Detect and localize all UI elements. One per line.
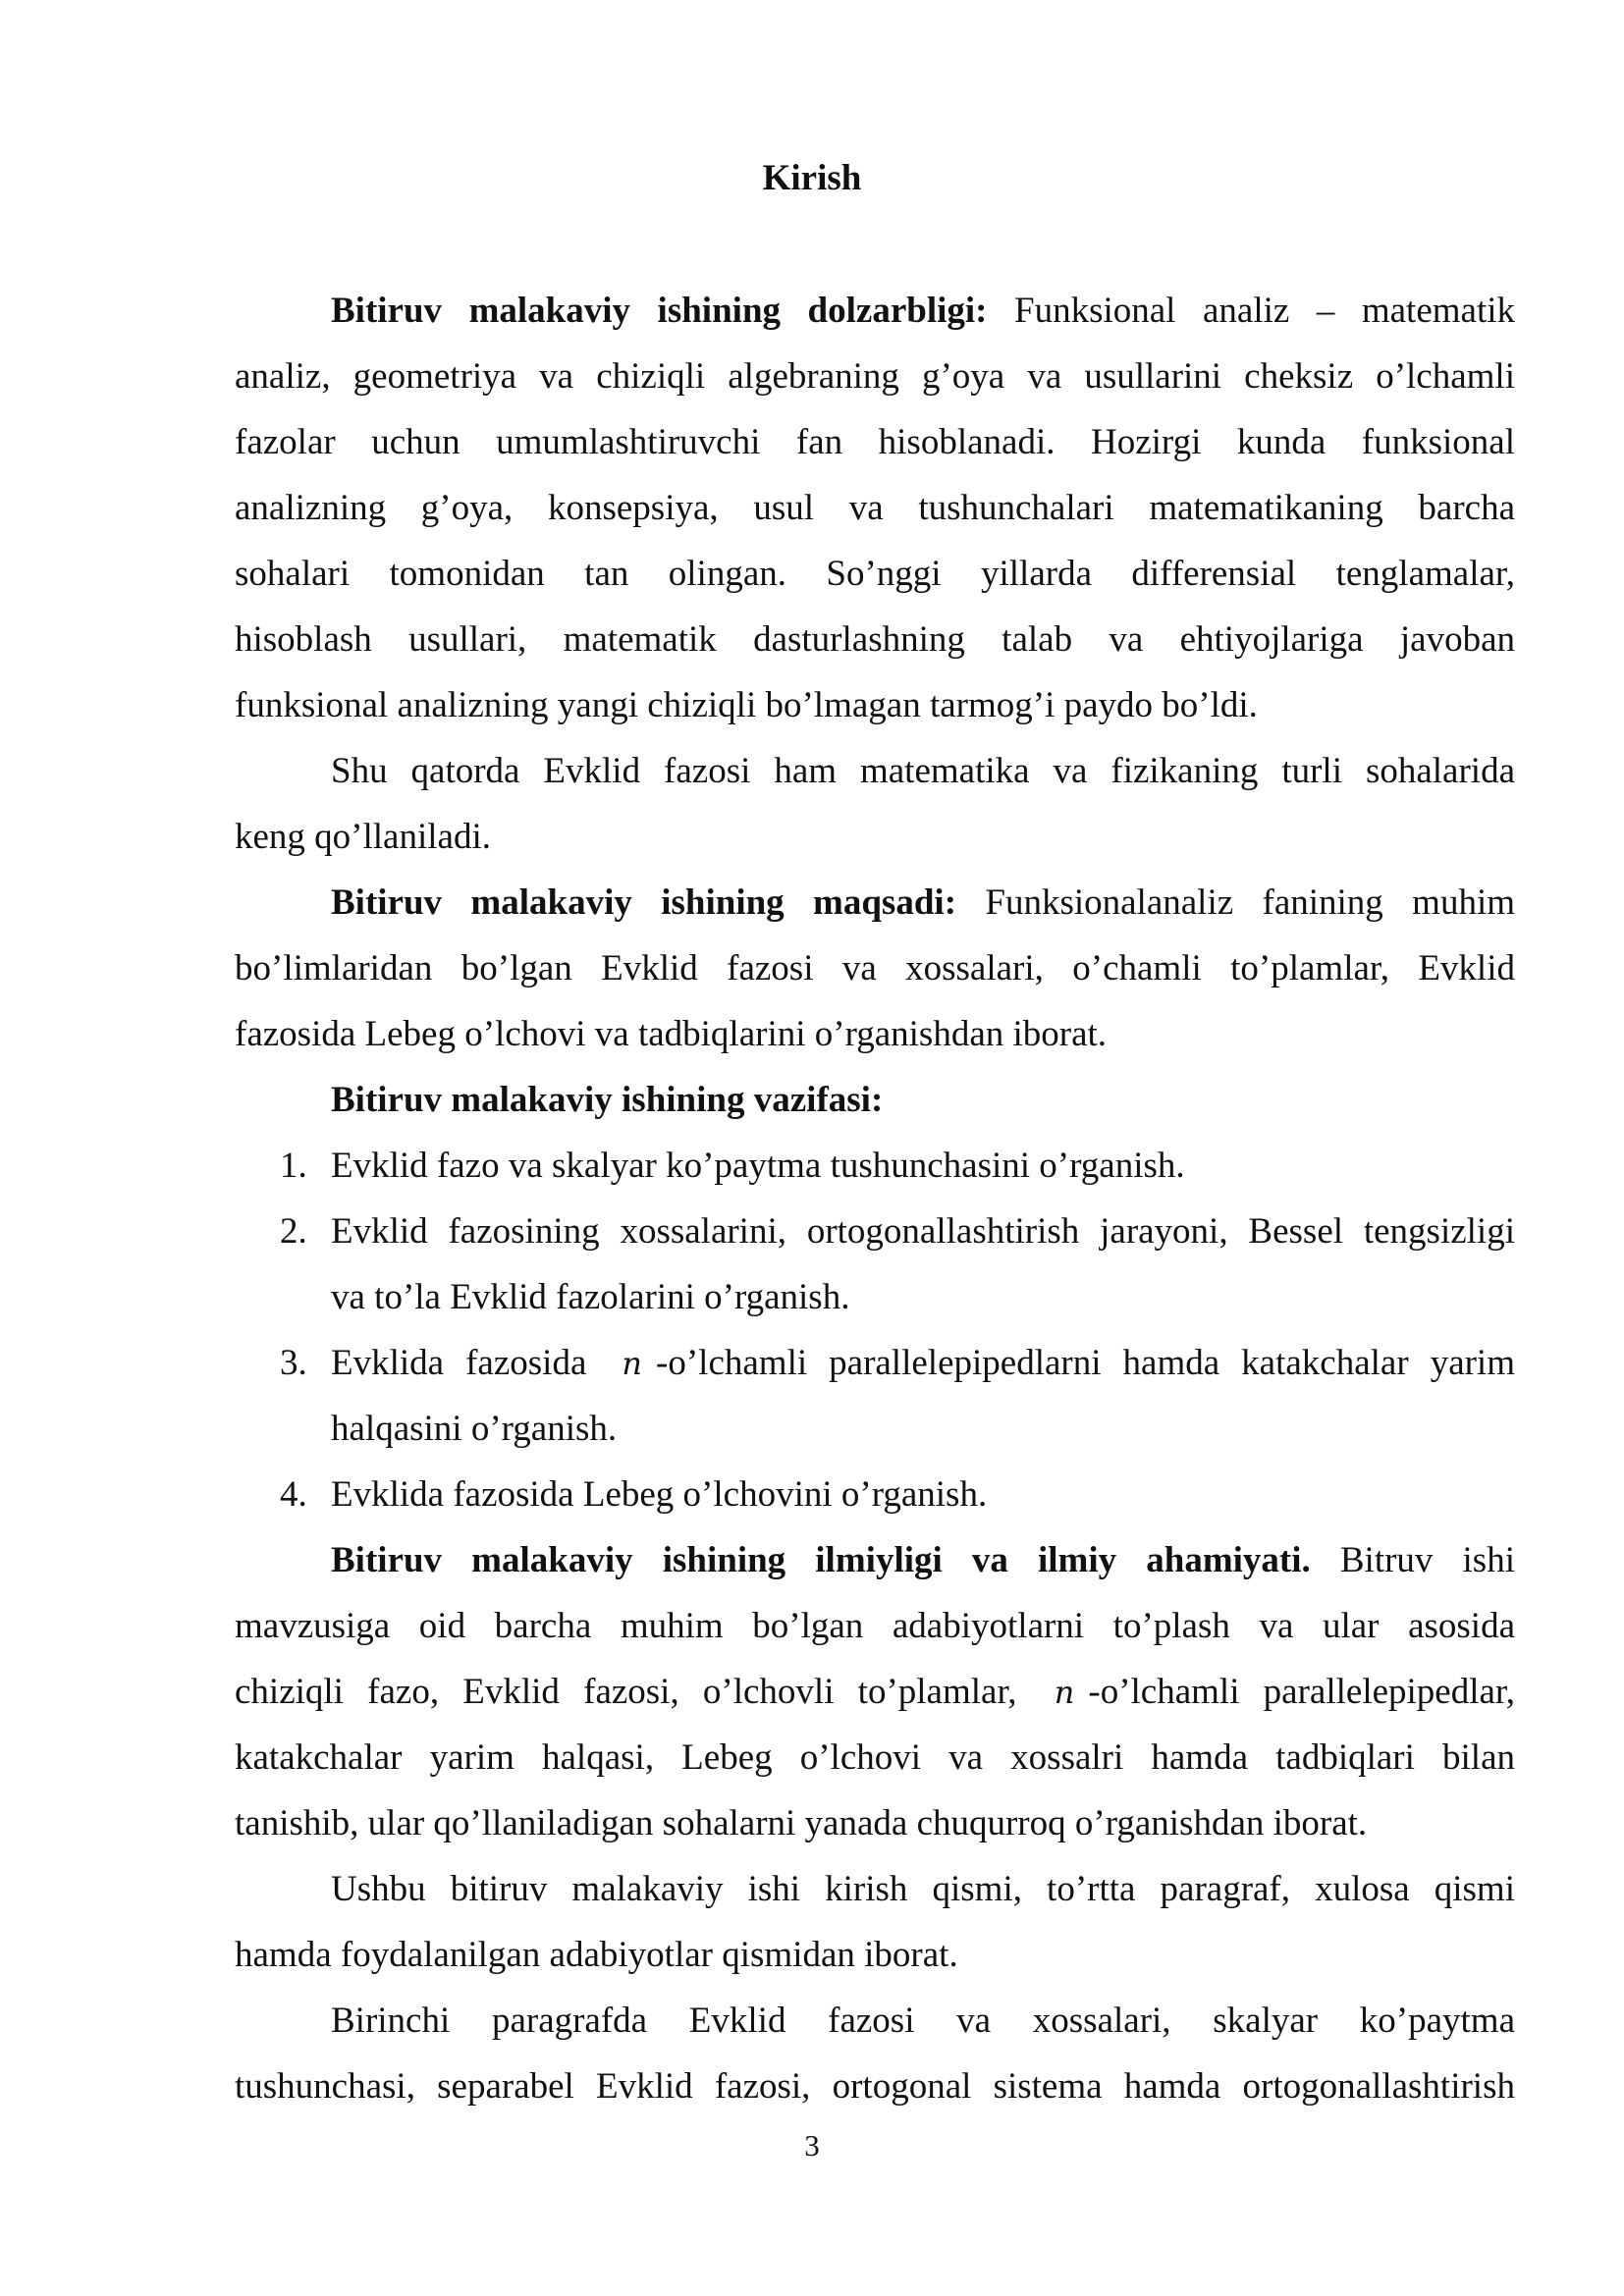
text-span: -o’lchamli parallelepipedlarni hamda katakchalar yarim: [656, 1343, 1515, 1383]
list-item: Evklid fazosining xossalarini, ortogonallashtirish jarayoni, Bessel tengsizligi: [331, 1211, 1515, 1252]
text-span: Funksional analiz – matematik: [1014, 291, 1515, 331]
paragraph-line: katakchalar yarim halqasi, Lebeg o’lchovi va xossalri hamda tadbiqlari bilan: [235, 1737, 1515, 1778]
page-number: 3: [804, 2128, 820, 2163]
text-span: -o’lchamli parallelepipedlar,: [1088, 1672, 1516, 1712]
bold-heading: Bitiruv malakaviy ishining vazifasi:: [331, 1080, 884, 1120]
paragraph-line: fazolar uchun umumlashtiruvchi fan hisoblanadi. Hozirgi kunda funksional: [235, 422, 1515, 462]
paragraph-line: tanishib, ular qo’llaniladigan sohalarni yanada chuqurroq o’rganishdan iborat.: [235, 1803, 1368, 1843]
paragraph-line: fazosida Lebeg o’lchovi va tadbiqlarini o’rganishdan iborat.: [235, 1014, 1108, 1054]
paragraph-line: analizning g’oya, konsepsiya, usul va tushunchalari matematikaning barcha: [235, 488, 1515, 528]
list-item-number: 3.: [280, 1343, 307, 1383]
paragraph-line: hisoblash usullari, matematik dasturlashning talab va ehtiyojlariga javoban: [235, 619, 1515, 660]
paragraph-line: mavzusiga oid barcha muhim bo’lgan adabiyotlarni to’plash va ular asosida: [235, 1606, 1515, 1646]
paragraph-line: Birinchi paragrafda Evklid fazosi va xossalari, skalyar ko’paytma: [331, 2001, 1515, 2041]
paragraph-line: keng qo’llaniladi.: [235, 817, 491, 857]
text-span: Funksionalanaliz fanining muhim: [985, 882, 1516, 923]
list-item-number: 2.: [280, 1211, 307, 1252]
bold-heading: Bitiruv malakaviy ishining ilmiyligi va ilmiy ahamiyati.: [331, 1540, 1311, 1580]
math-variable: n: [622, 1345, 643, 1382]
paragraph-line: bo’limlaridan bo’lgan Evklid fazosi va xossalari, o’chamli to’plamlar, Evklid: [235, 948, 1515, 988]
bold-heading: Bitiruv malakaviy ishining maqsadi:: [331, 882, 957, 923]
paragraph-line: analiz, geometriya va chiziqli algebraning g’oya va usullarini cheksiz o’lchamli: [235, 356, 1515, 397]
paragraph-line: tushunchasi, separabel Evklid fazosi, ortogonal sistema hamda ortogonallashtirish: [235, 2066, 1515, 2107]
bold-heading: Bitiruv malakaviy ishining dolzarbligi:: [331, 291, 988, 331]
list-item: Evklid fazo va skalyar ko’paytma tushunchasini o’rganish.: [331, 1146, 1185, 1186]
paragraph-line: [235, 1659, 1515, 1725]
paragraph-line: Shu qatorda Evklid fazosi ham matematika va fizikaning turli sohalarida: [331, 751, 1515, 791]
list-item-number: 1.: [280, 1146, 307, 1186]
list-item-number: 4.: [280, 1474, 307, 1515]
page-title: Kirish: [762, 158, 862, 198]
paragraph-line: funksional analizning yangi chiziqli bo’lmagan tarmog’i paydo bo’ldi.: [235, 685, 1258, 725]
text-span: Evklida fazosida: [331, 1343, 587, 1383]
paragraph-line: hamda foydalanilgan adabiyotlar qismidan iborat.: [235, 1935, 958, 1975]
math-variable: n: [1054, 1674, 1075, 1711]
list-item-continuation: va to’la Evklid fazolarini o’rganish.: [331, 1277, 850, 1317]
paragraph-line: [331, 1527, 1515, 1593]
paragraph-line: [331, 278, 1515, 344]
list-item-continuation: halqasini o’rganish.: [331, 1409, 618, 1449]
text-span: Bitruv ishi: [1339, 1540, 1515, 1580]
paragraph-line: [331, 870, 1515, 935]
text-span: chiziqli fazo, Evklid fazosi, o’lchovli to’plamlar,: [235, 1672, 1017, 1712]
paragraph-line: sohalari tomonidan tan olingan. So’nggi yillarda differensial tenglamalar,: [235, 554, 1515, 594]
tasks-heading: [331, 1067, 1515, 1133]
paragraph-line: Ushbu bitiruv malakaviy ishi kirish qismi, to’rtta paragraf, xulosa qismi: [331, 1869, 1515, 1909]
list-item: Evklida fazosida Lebeg o’lchovini o’rganish.: [331, 1474, 988, 1515]
list-item: [331, 1330, 1515, 1396]
